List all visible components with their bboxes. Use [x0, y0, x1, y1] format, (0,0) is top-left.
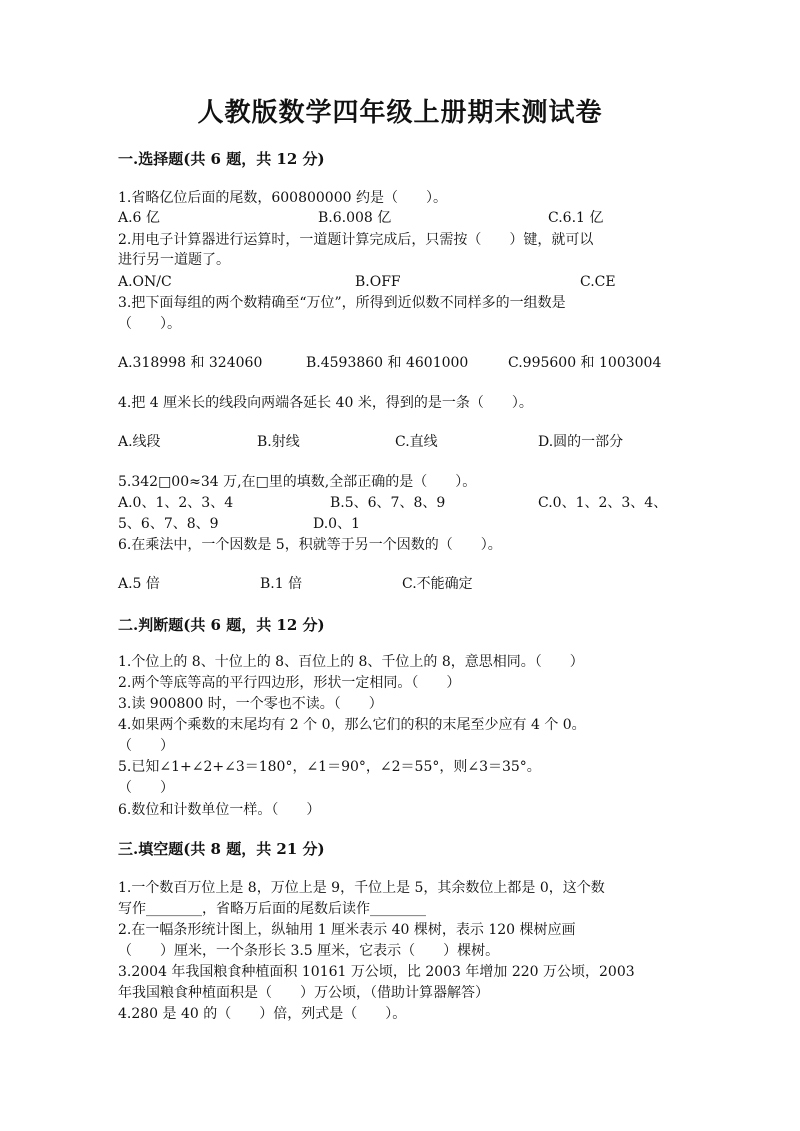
option-a: A.318998 和 324060 [118, 355, 263, 371]
statement-line: 5.已知∠1+∠2+∠3＝180°，∠1＝90°，∠2＝55°，则∠3＝35°。 [118, 759, 541, 775]
statement-line: （ ） [118, 780, 174, 796]
option-c: C.CE [580, 274, 616, 290]
option-b: B.6.008 亿 [318, 210, 392, 226]
exam-title: 人教版数学四年级上册期末测试卷 [197, 98, 603, 128]
question-text: 2.用电子计算器进行运算时，一道题计算完成后，只需按（ ）键，就可以 [118, 232, 594, 248]
option-b: B.1 倍 [260, 576, 303, 592]
option-a: A.0、1、2、3、4 [118, 495, 234, 511]
question-text: 5.342□00≈34 万,在□里的填数,全部正确的是（ ）。 [118, 474, 477, 490]
question-text: 6.在乘法中，一个因数是 5，积就等于另一个因数的（ ）。 [118, 537, 502, 553]
option-d: D.圆的一部分 [538, 434, 624, 450]
option-c: C.995600 和 1003004 [508, 355, 662, 371]
option-b: B.5、6、7、8、9 [330, 495, 446, 511]
option-a: A.线段 [118, 434, 161, 450]
option-a: A.ON/C [118, 274, 172, 290]
option-a: A.6 亿 [118, 210, 160, 226]
question-text: 1.省略亿位后面的尾数，600800000 约是（ ）。 [118, 190, 447, 206]
fill-line: 1.一个数百万位上是 8，万位上是 9，千位上是 5，其余数位上都是 0，这个数 [118, 880, 605, 896]
option-c: C.6.1 亿 [548, 210, 604, 226]
option-b: B.OFF [355, 274, 401, 290]
fill-line: 3.2004 年我国粮食种植面积 10161 万公顷，比 2003 年增加 220 万公顷，2003 [118, 964, 635, 980]
statement-line: 4.如果两个乘数的末尾均有 2 个 0，那么它们的积的末尾至少应有 4 个 0。 [118, 717, 586, 733]
question-text: （ ）。 [118, 316, 181, 332]
option-c: C.0、1、2、3、4、 [538, 495, 668, 511]
option-c-continued: 5、6、7、8、9 [118, 516, 219, 532]
statement-line: 3.读 900800 时，一个零也不读。（ ） [118, 696, 383, 712]
statement-line: 1.个位上的 8、十位上的 8、百位上的 8、千位上的 8，意思相同。（ ） [118, 654, 584, 670]
option-a: A.5 倍 [118, 576, 160, 592]
section-heading-choice: 一.选择题(共 6 题，共 12 分) [118, 150, 325, 168]
option-d: D.0、1 [313, 516, 360, 532]
question-text: 4.把 4 厘米长的线段向两端各延长 40 米，得到的是一条（ ）。 [118, 395, 533, 411]
section-heading-fill-blank: 三.填空题(共 8 题，共 21 分) [118, 840, 325, 858]
fill-line: 写作________，省略万后面的尾数后读作________ [118, 901, 426, 917]
question-text: 进行另一道题了。 [118, 252, 230, 268]
statement-line: 2.两个等底等高的平行四边形，形状一定相同。（ ） [118, 675, 461, 691]
fill-line: 4.280 是 40 的（ ）倍，列式是（ ）。 [118, 1006, 407, 1022]
fill-line: （ ）厘米，一个条形长 3.5 厘米，它表示（ ）棵树。 [118, 943, 500, 959]
option-b: B.射线 [257, 434, 300, 450]
question-text: 3.把下面每组的两个数精确至“万位”，所得到近似数不同样多的一组数是 [118, 295, 566, 311]
statement-line: 6.数位和计数单位一样。（ ） [118, 802, 321, 818]
section-heading-judgement: 二.判断题(共 6 题，共 12 分) [118, 616, 325, 634]
option-b: B.4593860 和 4601000 [306, 355, 469, 371]
fill-line: 2.在一幅条形统计图上，纵轴用 1 厘米表示 40 棵树，表示 120 棵树应画 [118, 922, 576, 938]
fill-line: 年我国粮食种植面积是（ ）万公顷，（借助计算器解答） [118, 985, 489, 1001]
statement-line: （ ） [118, 738, 174, 754]
option-c: C.直线 [395, 434, 438, 450]
option-c: C.不能确定 [402, 576, 473, 592]
